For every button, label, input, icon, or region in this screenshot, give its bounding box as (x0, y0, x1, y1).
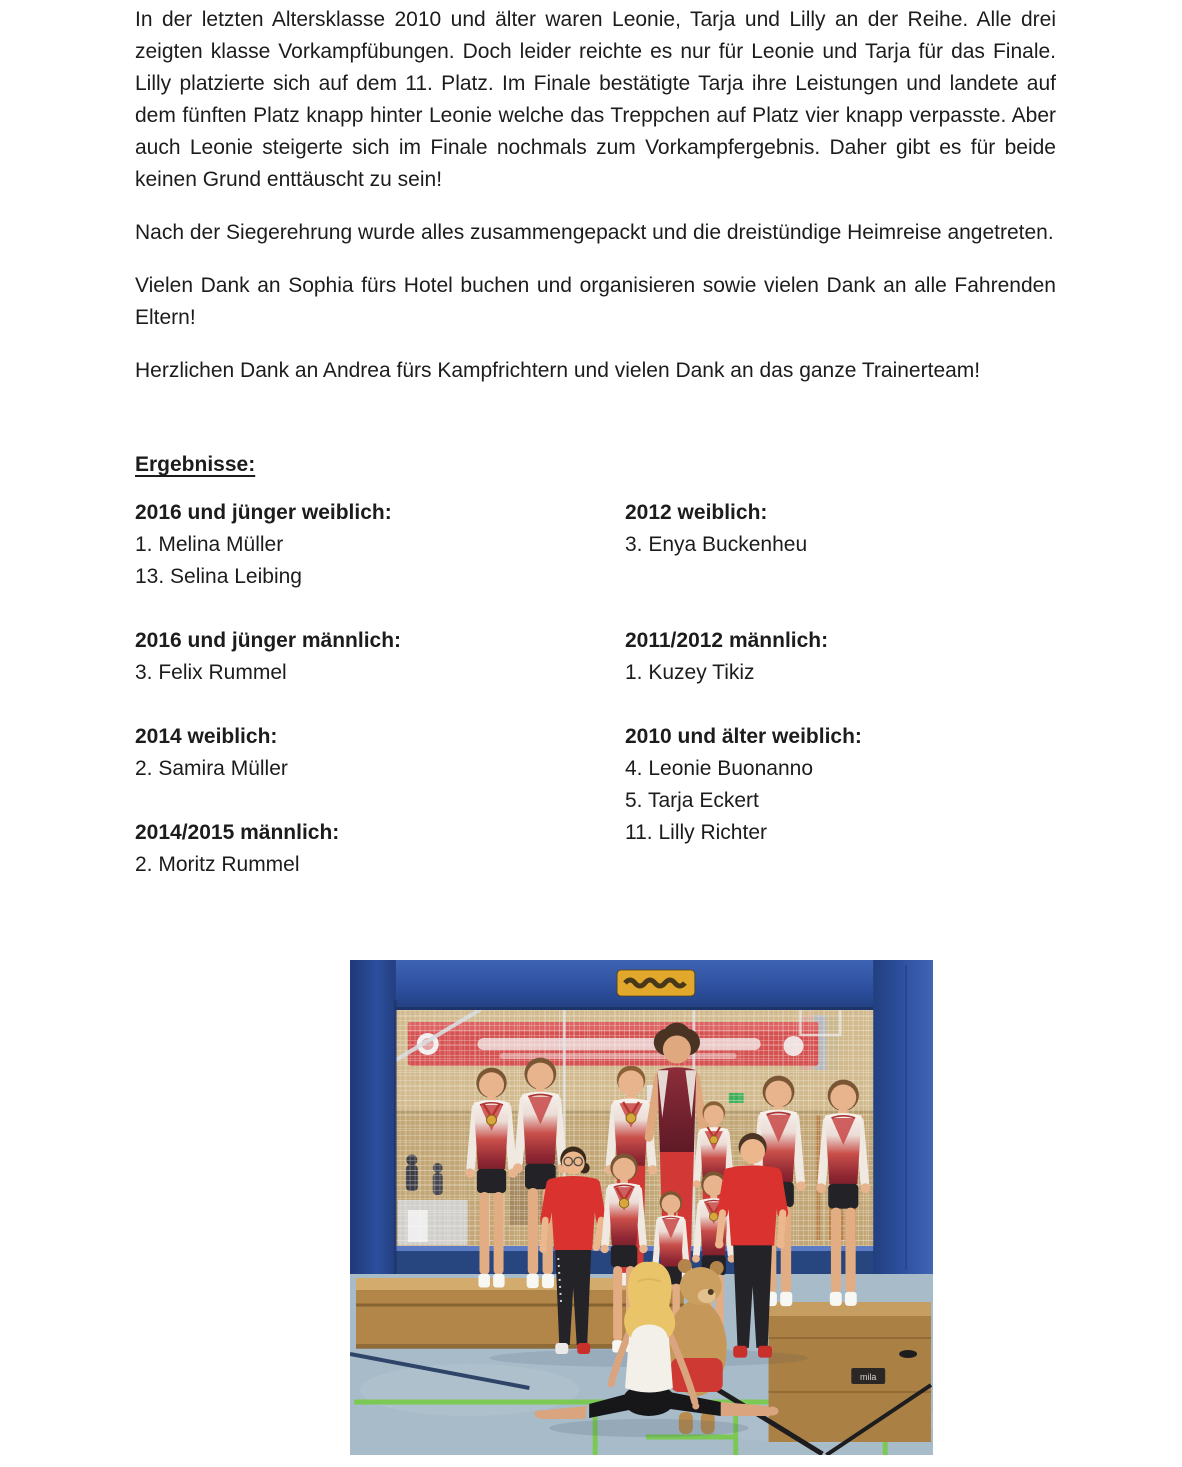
result-group (135, 721, 625, 785)
result-category: 2014 weiblich: (135, 725, 278, 748)
results-column-right (625, 497, 1056, 881)
eurotramp-logo (617, 970, 695, 996)
result-group (135, 625, 625, 689)
right-bench (769, 1302, 931, 1442)
bench-brand-label: mila (860, 1371, 877, 1383)
result-entry: 1. Melina Müller (135, 533, 284, 556)
result-entry: 1. Kuzey Tikiz (625, 661, 755, 684)
result-category: 2012 weiblich: (625, 501, 768, 524)
result-category: 2011/2012 männlich: (625, 629, 829, 652)
result-group (135, 497, 625, 593)
result-category: 2016 und jünger weiblich: (135, 501, 392, 524)
result-entry: 13. Selina Leibing (135, 565, 302, 588)
text-block (135, 4, 1056, 881)
result-category: 2014/2015 männlich: (135, 821, 340, 844)
result-entry: 4. Leonie Buonanno (625, 757, 814, 780)
result-entry: 3. Enya Buckenheu (625, 533, 808, 556)
team-photo (350, 960, 933, 1455)
result-category: 2010 und älter weiblich: (625, 725, 862, 748)
results-column-left (135, 497, 625, 881)
result-entry: 2. Moritz Rummel (135, 853, 300, 876)
paragraph-dank-andrea: Herzlichen Dank an Andrea fürs Kampfrichtern und vielen Dank an das ganze Trainerteam! (135, 359, 981, 382)
result-entry: 5. Tarja Eckert (625, 789, 759, 812)
result-group (135, 817, 625, 881)
results-section (135, 497, 1056, 881)
result-group (625, 497, 1056, 561)
paragraph-dank-sophia: Vielen Dank an Sophia fürs Hotel buchen und organisieren sowie vielen Dank an alle Fahrenden Eltern! (135, 274, 1056, 329)
paragraph-finals: In der letzten Altersklasse 2010 und älter waren Leonie, Tarja und Lilly an der Reihe. Alle drei zeigten klasse Vorkampfübungen. Doch leider reichte es nur für Leonie und Tarja für das Finale. Lilly platzierte sich auf dem 11. Platz. Im Finale bestätigte Tarja ihre Leistungen und landete auf dem fünften Platz knapp hinter Leonie welche das Treppchen auf Platz vier knapp verpasste. Aber auch Leonie steigerte sich im Finale nochmals zum Vorkampfergebnis. Daher gibt es für beide keinen Grund enttäuscht zu sein! (135, 8, 1056, 191)
result-entry: 11. Lilly Richter (625, 821, 767, 844)
result-group (625, 625, 1056, 689)
results-heading: Ergebnisse: (135, 453, 256, 476)
result-entry: 2. Samira Müller (135, 757, 288, 780)
result-entry: 3. Felix Rummel (135, 661, 287, 684)
paragraph-heimreise: Nach der Siegerehrung wurde alles zusammengepackt und die dreistündige Heimreise angetreten. (135, 221, 1054, 244)
result-group (625, 721, 1056, 849)
result-category: 2016 und jünger männlich: (135, 629, 402, 652)
